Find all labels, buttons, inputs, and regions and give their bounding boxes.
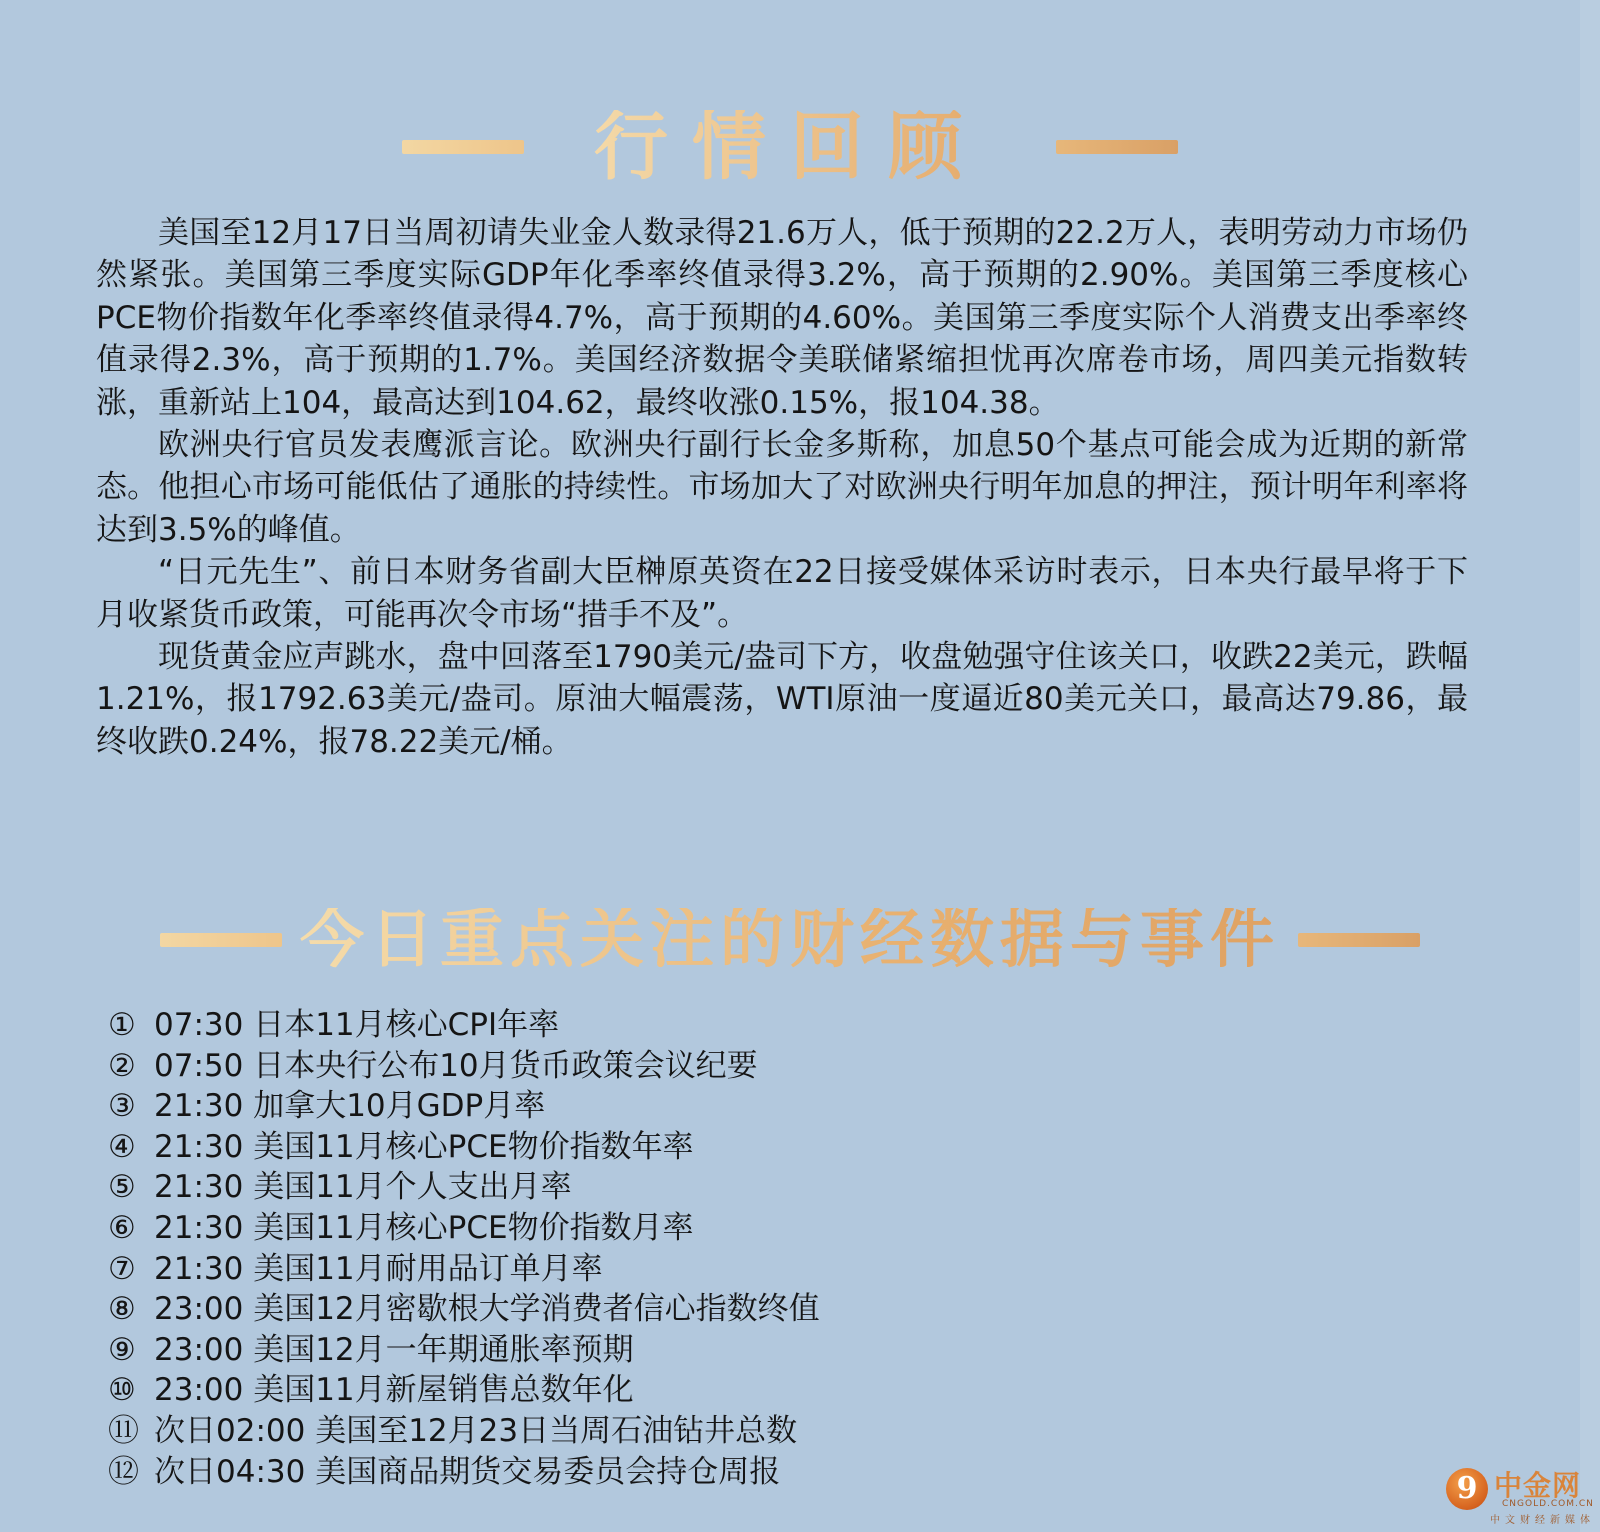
event-item xyxy=(108,1289,820,1330)
event-text: 23:00 美国11月新屋销售总数年化 xyxy=(154,1372,634,1409)
event-number: ⑤ xyxy=(108,1169,136,1206)
event-item xyxy=(108,1167,820,1208)
event-item xyxy=(108,1046,820,1087)
logo-tagline: 中文财经新媒体 xyxy=(1490,1515,1595,1526)
event-list xyxy=(108,1005,820,1492)
cngold-logo xyxy=(1440,1462,1595,1526)
event-item xyxy=(108,1208,820,1249)
event-item xyxy=(108,1411,820,1452)
event-item xyxy=(108,1452,820,1493)
event-number: ① xyxy=(108,1007,136,1043)
event-text: 21:30 美国11月个人支出月率 xyxy=(154,1169,572,1206)
event-number: ⑨ xyxy=(108,1331,136,1368)
event-text: 次日04:30 美国商品期货交易委员会持仓周报 xyxy=(154,1453,781,1490)
header-dash-right xyxy=(1056,140,1178,154)
logo-domain: CNGOLD.COM.CN xyxy=(1502,1499,1594,1509)
event-number: ④ xyxy=(108,1128,136,1165)
event-item xyxy=(108,1005,820,1046)
logo-name: 中金网 xyxy=(1494,1469,1582,1502)
article-paragraph: 欧洲央行官员发表鹰派言论。欧洲央行副行长金多斯称，加息50个基点可能会成为近期的新常态。他担心市场可能低估了通胀的持续性。市场加大了对欧洲央行明年加息的押注，预计明年利率将达到3.5%的峰值。 xyxy=(96,427,1468,548)
event-text: 次日02:00 美国至12月23日当周石油钻井总数 xyxy=(154,1412,798,1449)
right-edge-strip xyxy=(1580,0,1600,1532)
article-paragraph: 美国至12月17日当周初请失业金人数录得21.6万人，低于预期的22.2万人，表明劳动力市场仍然紧张。美国第三季度实际GDP年化季率终值录得3.2%，高于预期的2.90%。美国第三季度核心PCE物价指数年化季率终值录得4.7%，高于预期的4.60%。美国第三季度实际个人消费支出季率终值录得2.3%，高于预期的1.7%。美国经济数据令美联储紧缩担忧再次席卷市场，周四美元指数转涨，重新站上104，最高达到104.62，最终收涨0.15%，报104.38。 xyxy=(96,215,1468,421)
event-number: ⑥ xyxy=(108,1209,136,1246)
event-text: 21:30 美国11月核心PCE物价指数年率 xyxy=(154,1128,694,1165)
event-item xyxy=(108,1330,820,1371)
event-text: 21:30 加拿大10月GDP月率 xyxy=(154,1088,546,1125)
market-review-header xyxy=(0,102,1580,192)
header-dash-right xyxy=(1298,933,1420,947)
header-dash-left xyxy=(160,933,282,947)
event-text: 07:30 日本11月核心CPI年率 xyxy=(154,1007,560,1043)
event-number: ⑪ xyxy=(108,1412,139,1449)
event-number: ⑦ xyxy=(108,1250,136,1287)
event-item xyxy=(108,1086,820,1127)
event-item xyxy=(108,1249,820,1290)
today-focus-header xyxy=(0,897,1580,983)
today-focus-title: 今日重点关注的财经数据与事件 xyxy=(300,903,1280,977)
event-number: ⑫ xyxy=(108,1453,139,1490)
event-text: 23:00 美国12月密歇根大学消费者信心指数终值 xyxy=(154,1291,820,1328)
event-number: ③ xyxy=(108,1088,136,1125)
event-item xyxy=(108,1127,820,1168)
event-text: 23:00 美国12月一年期通胀率预期 xyxy=(154,1331,634,1368)
article-paragraph: “日元先生”、前日本财务省副大臣榊原英资在22日接受媒体采访时表示，日本央行最早将于下月收紧货币政策，可能再次令市场“措手不及”。 xyxy=(96,554,1468,633)
market-review-article xyxy=(96,212,1468,763)
event-text: 21:30 美国11月核心PCE物价指数月率 xyxy=(154,1209,694,1246)
market-review-title: 行情回顾 xyxy=(594,104,986,190)
event-number: ⑩ xyxy=(108,1372,136,1409)
article-paragraph: 现货黄金应声跳水，盘中回落至1790美元/盎司下方，收盘勉强守住该关口，收跌22美元，跌幅1.21%，报1792.63美元/盎司。原油大幅震荡，WTI原油一度逼近80美元关口，最高达79.86，最终收跌0.24%，报78.22美元/桶。 xyxy=(96,639,1468,760)
event-item xyxy=(108,1370,820,1411)
event-number: ② xyxy=(108,1047,136,1084)
logo-mark-icon: 9 xyxy=(1446,1468,1488,1510)
header-dash-left xyxy=(402,140,524,154)
event-number: ⑧ xyxy=(108,1291,136,1328)
event-text: 07:50 日本央行公布10月货币政策会议纪要 xyxy=(154,1047,758,1084)
event-text: 21:30 美国11月耐用品订单月率 xyxy=(154,1250,603,1287)
